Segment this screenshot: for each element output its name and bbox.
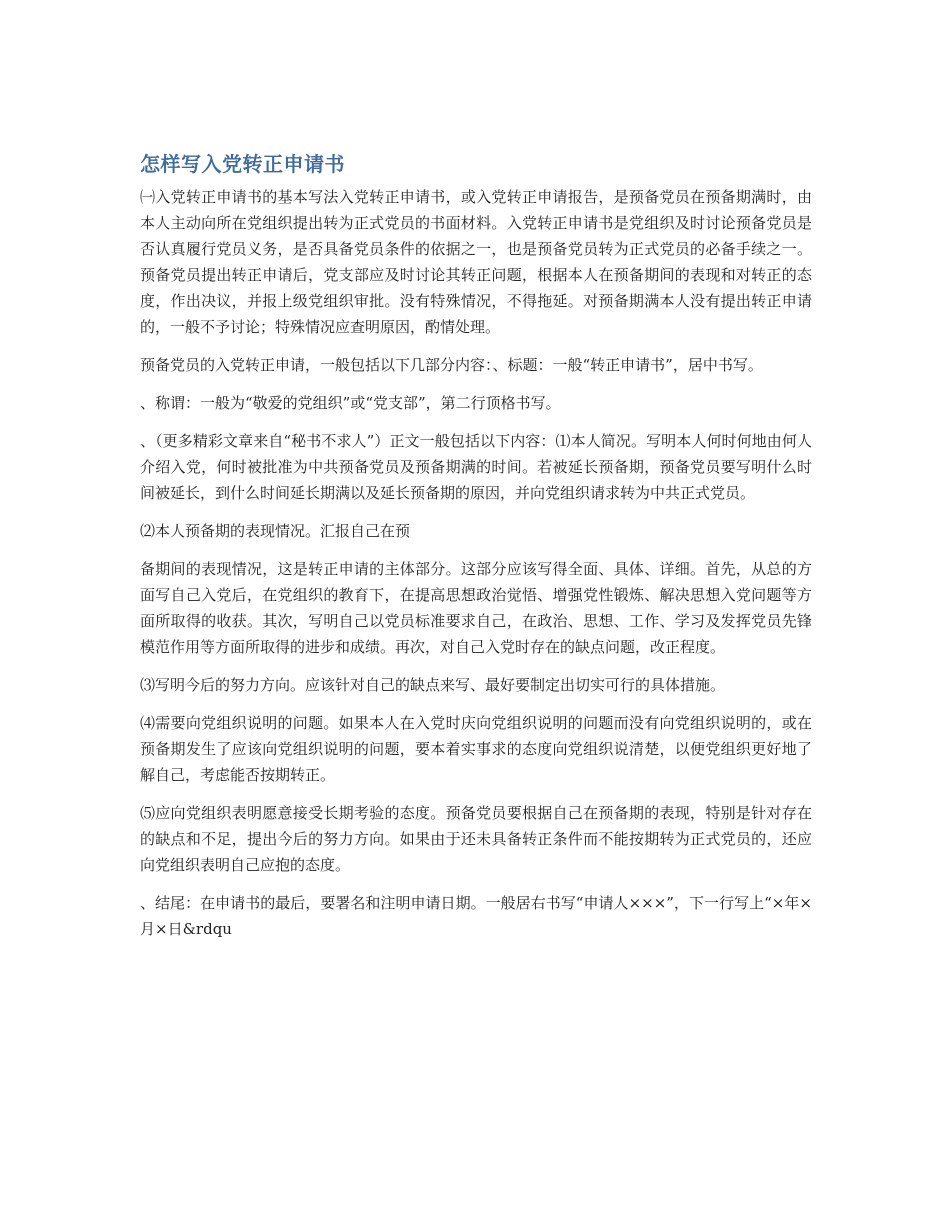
document-page bbox=[140, 150, 812, 954]
paragraph-item-2: ⑵本人预备期的表现情况。汇报自己在预 bbox=[140, 522, 411, 540]
paragraph-closing: 、结尾：在申请书的最后，要署名和注明申请日期。一般居右书写“申请人×××”，下一行写上“×年×月×日&rdqu bbox=[140, 894, 812, 938]
paragraph-intro: ㈠入党转正申请书的基本写法入党转正申请书，或入党转正申请报告，是预备党员在预备期满时，由本人主动向所在党组织提出转为正式党员的书面材料。入党转正申请书是党组织及时讨论预备党员是否认真履行党员义务，是否具备党员条件的依据之一，也是预备党员转为正式党员的必备手续之一。预备党员提出转正申请后，党支部应及时讨论其转正问题，根据本人在预备期间的表现和对转正的态度，作出决议，并报上级党组织审批。没有特殊情况，不得拖延。对预备期满本人没有提出转正申请的，一般不予讨论；特殊情况应查明原因，酌情处理。 bbox=[140, 188, 812, 336]
paragraph-salutation: 、称谓：一般为“敬爱的党组织”或“党支部”，第二行顶格书写。 bbox=[140, 394, 561, 412]
paragraph-item-2-detail: 备期间的表现情况，这是转正申请的主体部分。这部分应该写得全面、具体、详细。首先，从总的方面写自己入党后，在党组织的教育下，在提高思想政治觉悟、增强党性锻炼、解决思想入党问题等方面所取得的收获。其次，写明自己以党员标准要求自己，在政治、思想、工作、学习及发挥党员先锋模范作用等方面所取得的进步和成绩。再次，对自己入党时存在的缺点问题，改正程度。 bbox=[140, 560, 812, 656]
paragraph-item-3: ⑶写明今后的努力方向。应该针对自己的缺点来写、最好要制定出切实可行的具体措施。 bbox=[140, 676, 726, 694]
paragraph-contents: 预备党员的入党转正申请，一般包括以下几部分内容：、标题：一般“转正申请书”，居中书写。 bbox=[140, 356, 763, 374]
paragraph-item-5: ⑸应向党组织表明愿意接受长期考验的态度。预备党员要根据自己在预备期的表现，特别是针对存在的缺点和不足，提出今后的努力方向。如果由于还未具备转正条件而不能按期转为正式党员的，还应向党组织表明自己应抱的态度。 bbox=[140, 804, 812, 874]
paragraph-item-4: ⑷需要向党组织说明的问题。如果本人在入党时庆向党组织说明的问题而没有向党组织说明的，或在预备期发生了应该向党组织说明的问题，要本着实事求的态度向党组织说清楚，以便党组织更好地了解自己，考虑能否按期转正。 bbox=[140, 714, 812, 784]
paragraph-body-intro: 、（更多精彩文章来自“秘书不求人”）正文一般包括以下内容：⑴本人简况。写明本人何时何地由何人介绍入党，何时被批准为中共预备党员及预备期满的时间。若被延长预备期，预备党员要写明什么时间被延长，到什么时间延长期满以及延长预备期的原因，并向党组织请求转为中共正式党员。 bbox=[140, 432, 812, 502]
document-title: 怎样写入党转正申请书 bbox=[140, 152, 345, 176]
